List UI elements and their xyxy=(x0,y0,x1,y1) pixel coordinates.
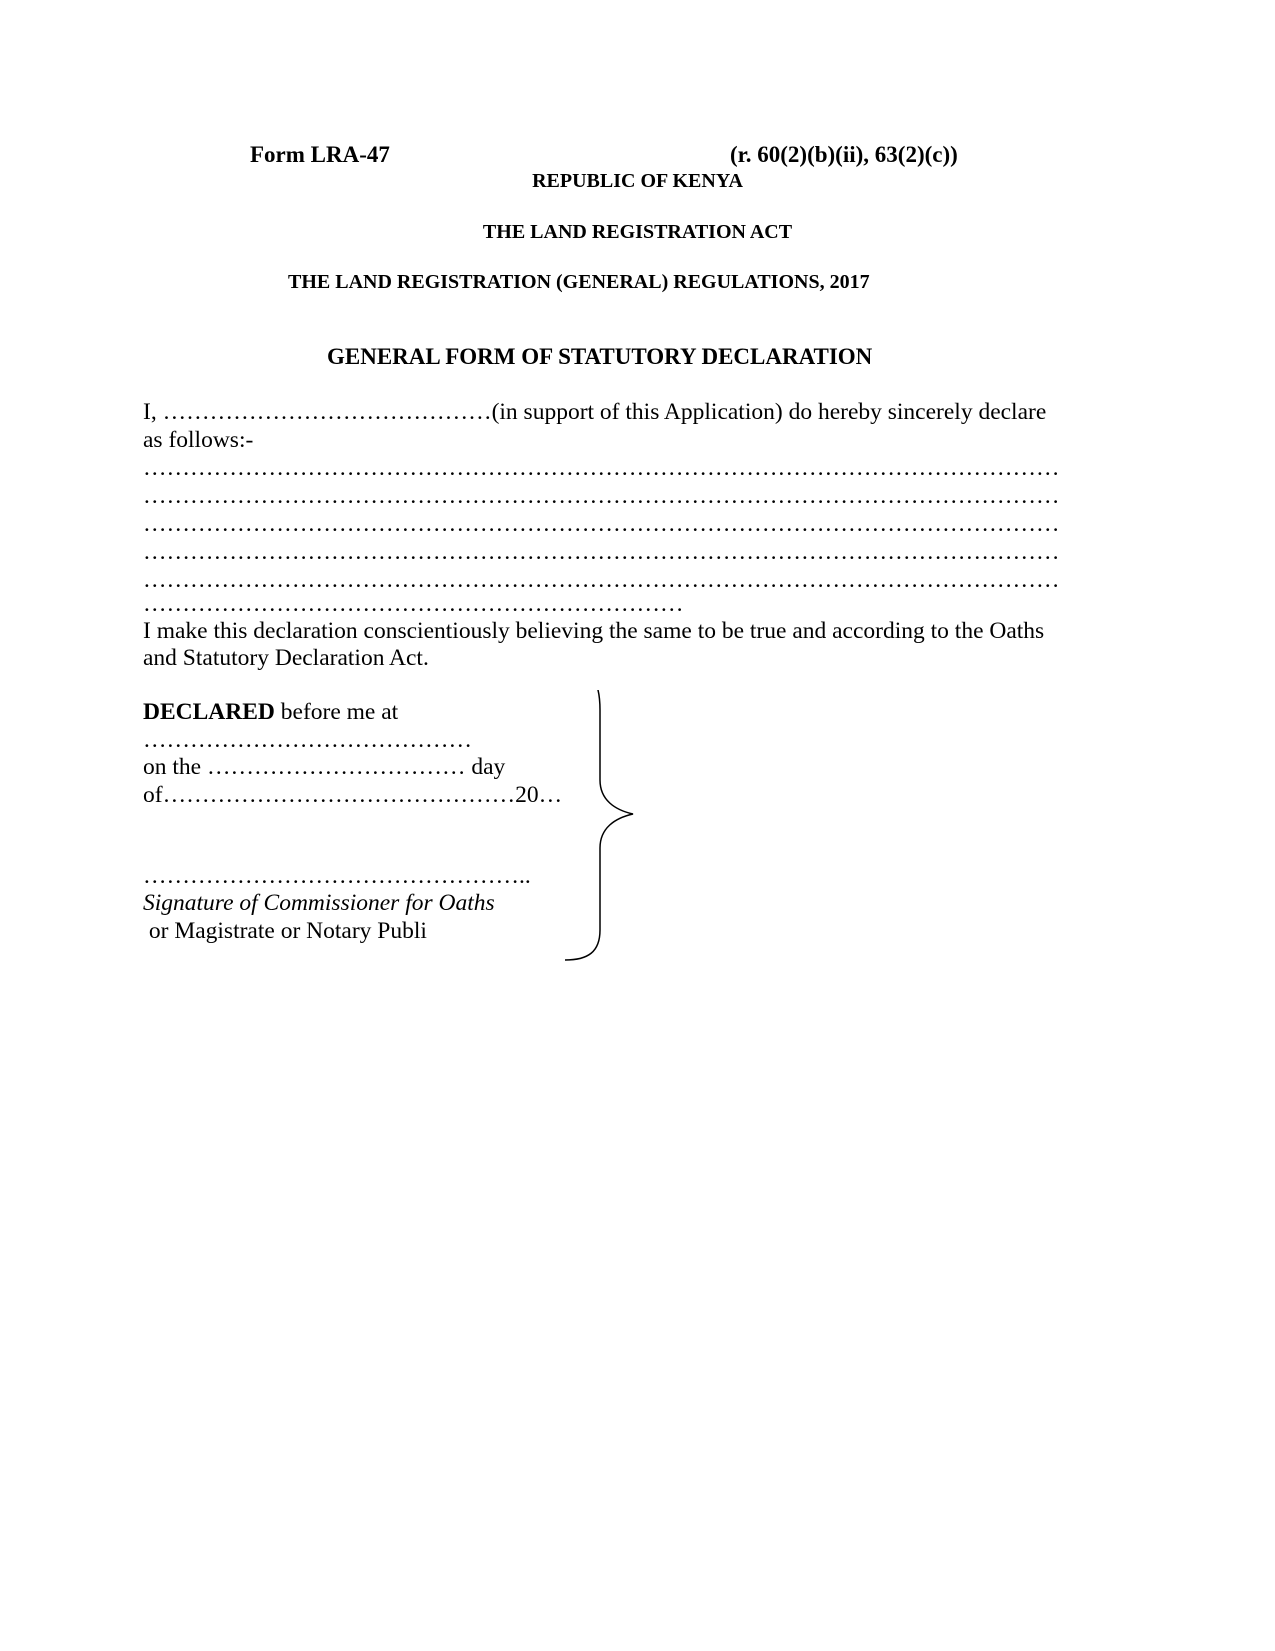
curly-brace-icon xyxy=(560,690,640,990)
declared-label: DECLARED xyxy=(143,699,275,725)
declarant-suffix: (in support of this Application) do hereby sincerely declare xyxy=(491,399,1047,425)
rule-reference: (r. 60(2)(b)(ii), 63(2)(c)) xyxy=(730,142,958,167)
signature-blank[interactable]: ………………………………………….. xyxy=(143,863,531,889)
act-heading: THE LAND REGISTRATION ACT xyxy=(482,221,793,243)
declared-rest: before me at xyxy=(274,699,399,725)
affirmation-line-1: I make this declaration conscientiously believing the same to be true and according to the Oaths xyxy=(143,618,1045,644)
declarant-name-blank[interactable]: …………………………………… xyxy=(162,399,492,425)
year-label: 20… xyxy=(515,782,563,808)
affirmation-line-2: and Statutory Declaration Act. xyxy=(143,645,429,671)
month-blank[interactable]: ……………………………………… xyxy=(162,782,516,808)
form-number: Form LRA-47 xyxy=(250,142,390,167)
country-heading: REPUBLIC OF KENYA xyxy=(532,170,743,192)
day-blank[interactable]: …………………………… xyxy=(206,754,466,780)
on-the-label: on the xyxy=(143,754,207,780)
place-blank[interactable]: …………………………………… xyxy=(143,727,472,753)
day-line xyxy=(143,753,505,781)
signature-label-2: or Magistrate or Notary Publi xyxy=(143,918,427,944)
declaration-blank-line-6[interactable]: …………………………………………………………… xyxy=(143,591,684,617)
month-year-line xyxy=(143,781,562,809)
signature-label: Signature of Commissioner for Oaths xyxy=(143,890,495,916)
of-label: of xyxy=(143,782,163,808)
declared-before-line xyxy=(143,698,398,726)
declaration-blank-line-3[interactable]: ……………………………………………………………………………………………………… xyxy=(143,511,1060,537)
form-title: GENERAL FORM OF STATUTORY DECLARATION xyxy=(327,344,873,369)
declarant-prefix: I, xyxy=(143,399,163,425)
declaration-blank-line-2[interactable]: ……………………………………………………………………………………………………… xyxy=(143,483,1060,509)
declaration-blank-line-4[interactable]: ……………………………………………………………………………………………………… xyxy=(143,539,1060,565)
as-follows-label: as follows:- xyxy=(143,427,254,453)
day-label: day xyxy=(465,754,506,780)
declarant-line xyxy=(143,398,1046,426)
declaration-blank-line-1[interactable]: ……………………………………………………………………………………………………… xyxy=(143,455,1060,481)
declaration-blank-line-5[interactable]: ……………………………………………………………………………………………………… xyxy=(143,567,1060,593)
regulations-heading: THE LAND REGISTRATION (GENERAL) REGULATIONS, 2017 xyxy=(288,271,870,293)
